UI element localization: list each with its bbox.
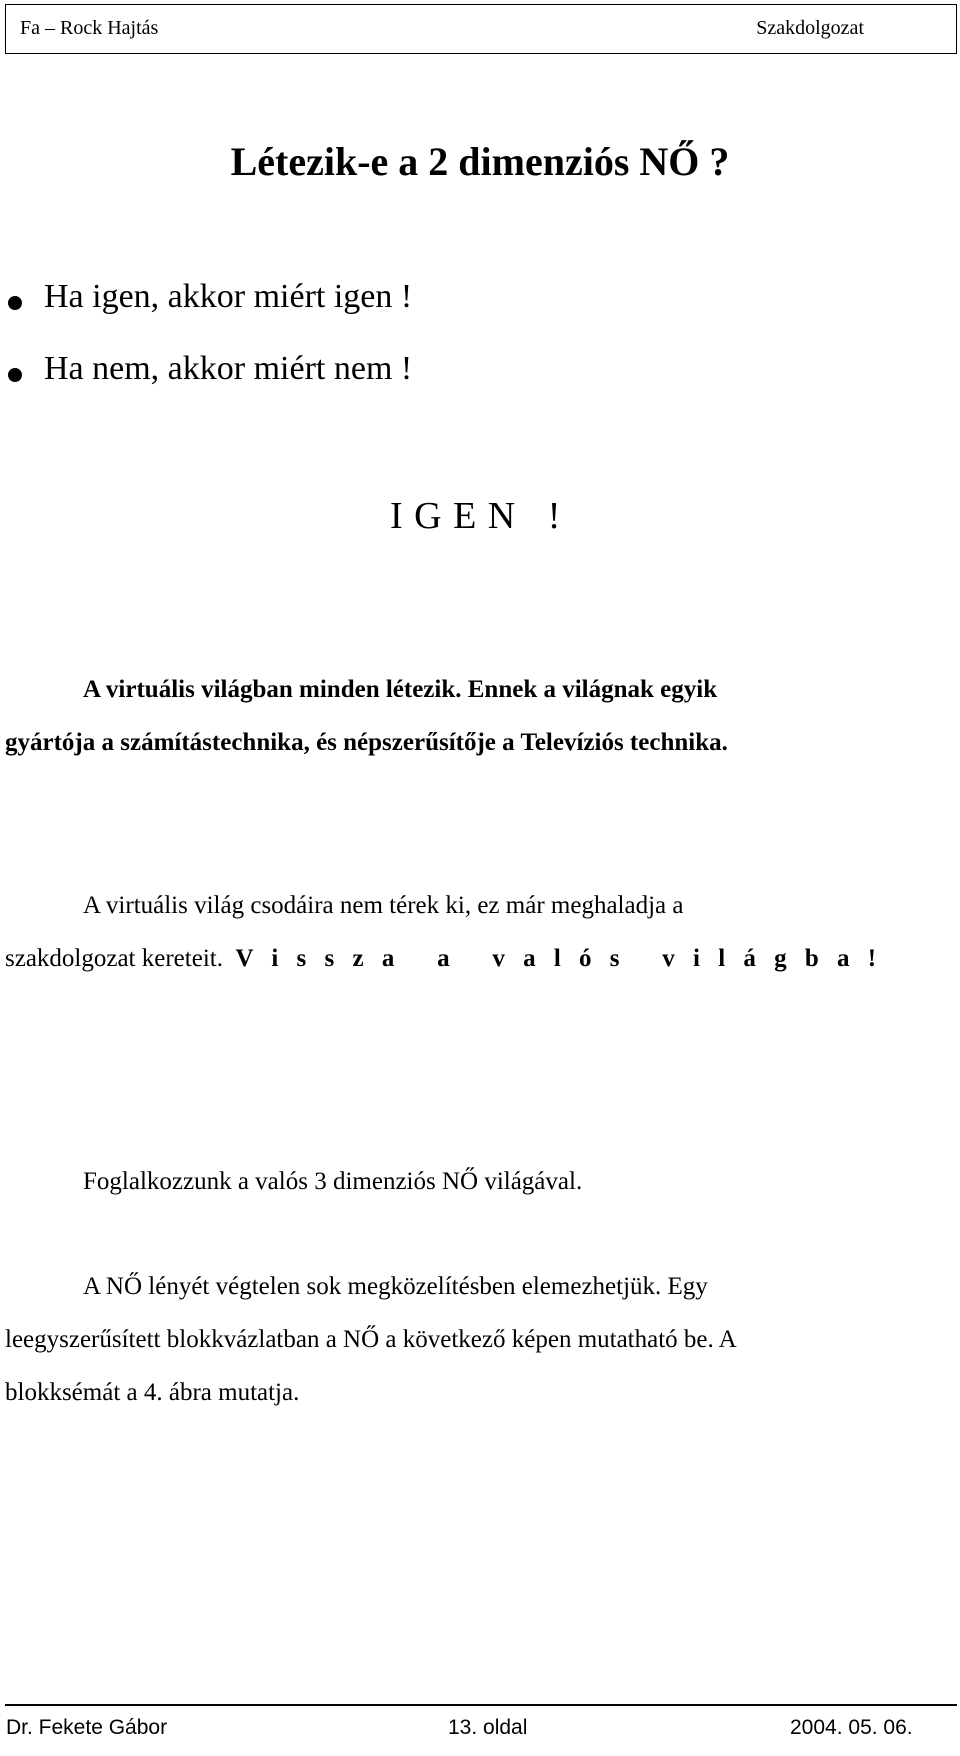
paragraph-block-diagram [5, 1260, 945, 1419]
bullet-text: Ha nem, akkor miért nem ! [44, 350, 413, 387]
footer-date: 2004. 05. 06. [790, 1716, 913, 1739]
footer-author: Dr. Fekete Gábor [6, 1716, 168, 1739]
header-title: Fa – Rock Hajtás [20, 17, 159, 39]
paragraph-virtual-world [5, 663, 945, 769]
list-item [0, 278, 960, 356]
answer-heading: I G E N ! [390, 495, 562, 537]
paragraph-line: A virtuális világban minden létezik. Ennek a világnak egyik [83, 676, 718, 703]
list-item [0, 350, 960, 428]
bullet-list [0, 278, 960, 428]
header-doc-type: Szakdolgozat [756, 17, 864, 39]
paragraph-real-world [5, 1155, 945, 1208]
paragraph-virtual-wonders [5, 879, 945, 985]
footer-page-number: 13. oldal [448, 1716, 528, 1739]
emphasis-text: V i s s z a a v a l ó s v i l á g b a ! [235, 945, 883, 972]
paragraph-line [5, 932, 945, 985]
bullet-icon [8, 296, 22, 310]
paragraph-line: A virtuális világ csodáira nem térek ki, ez már meghaladja a [83, 892, 684, 919]
paragraph-line: gyártója a számítástechnika, és népszerűsítője a Televíziós technika. [5, 729, 728, 756]
paragraph-line: A NŐ lényét végtelen sok megközelítésben elemezhetjük. Egy [83, 1273, 708, 1300]
page-header [5, 4, 957, 54]
footer-divider [5, 1704, 957, 1706]
bullet-icon [8, 368, 22, 382]
paragraph-line: Foglalkozzunk a valós 3 dimenziós NŐ világával. [83, 1168, 583, 1195]
paragraph-text: szakdolgozat kereteit. [5, 945, 223, 972]
paragraph-line: blokksémát a 4. ábra mutatja. [5, 1379, 300, 1406]
paragraph-line: leegyszerűsített blokkvázlatban a NŐ a következő képen mutatható be. A [5, 1326, 737, 1353]
page-title: Létezik-e a 2 dimenziós NŐ ? [230, 139, 730, 184]
bullet-text: Ha igen, akkor miért igen ! [44, 278, 413, 315]
